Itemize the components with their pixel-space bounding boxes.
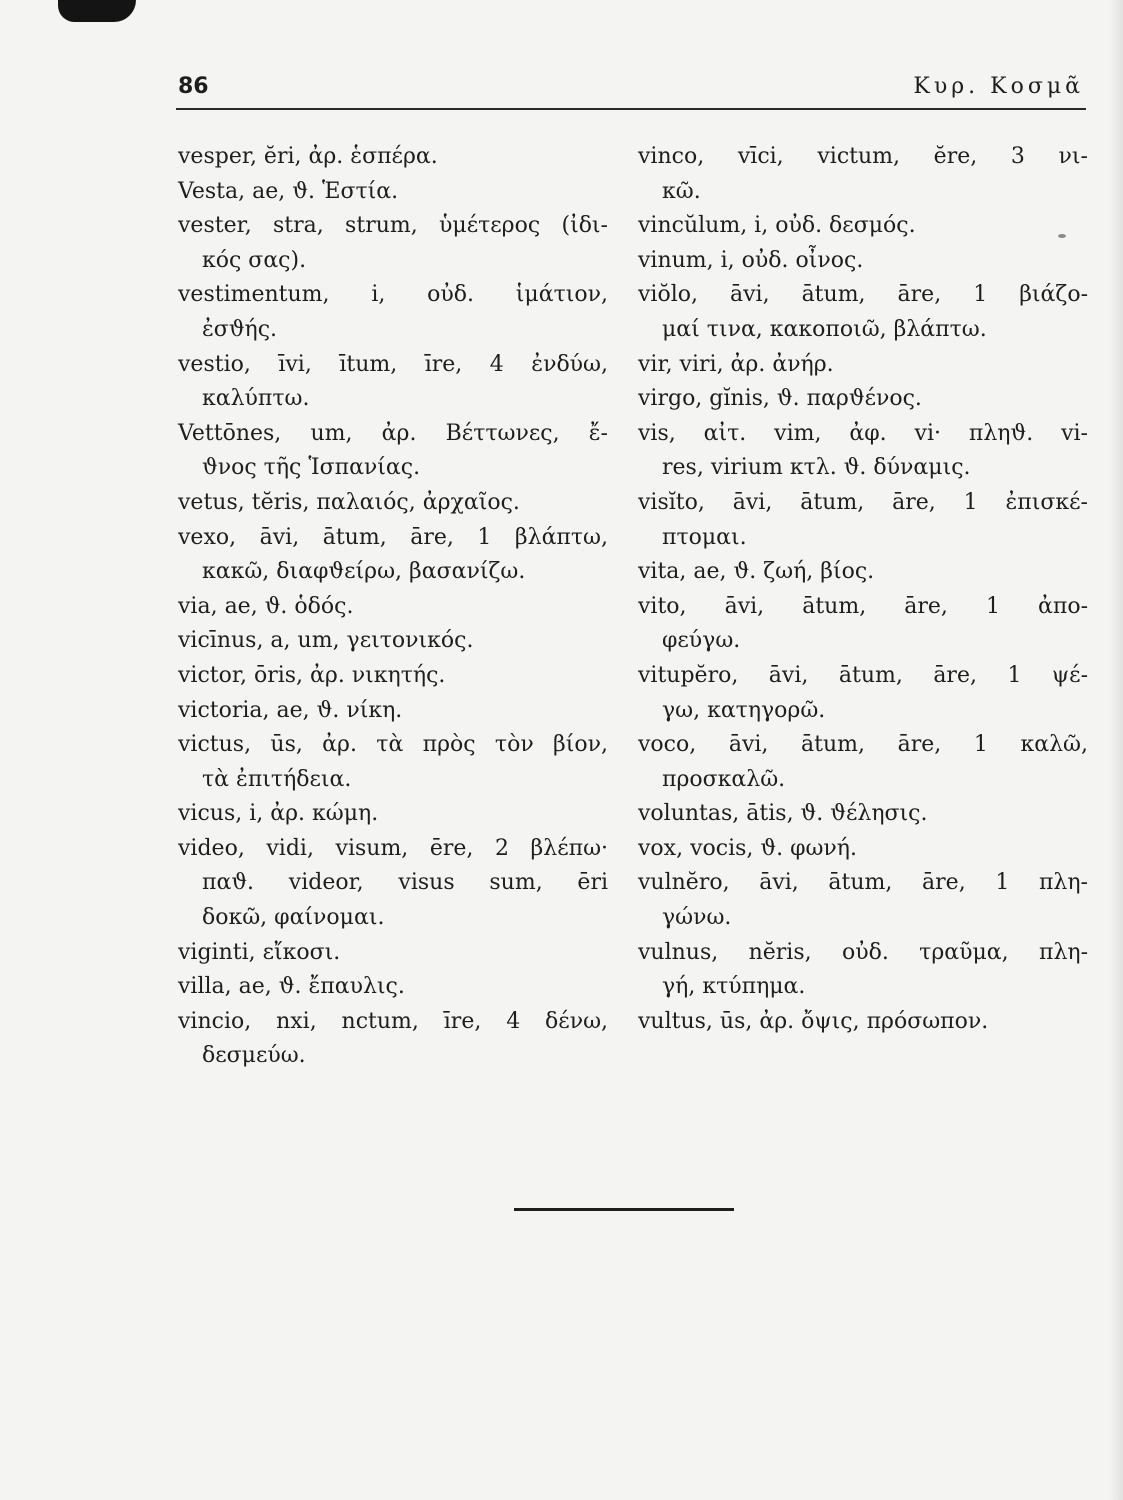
entry-continuation: γώνω. xyxy=(662,905,732,931)
entry-line: vexo, āvi, ātum, āre, 1 βλάπτω, xyxy=(178,524,608,550)
entry-line: victus, ūs, ἀρ. τὰ πρὸς τὸν βίον, xyxy=(178,732,608,758)
entry-line: vestio, īvi, ītum, īre, 4 ἐνδύω, xyxy=(178,351,608,377)
entry-line: vitupĕro, āvi, ātum, āre, 1 ψέ- xyxy=(638,662,1088,688)
entry-continuation: φεύγω. xyxy=(662,628,741,654)
entry-continuation: κῶ. xyxy=(662,178,701,204)
entry-line: vinum, i, οὐδ. οἶνος. xyxy=(638,247,864,273)
running-head: Κυρ. Κοσμᾶ xyxy=(913,74,1084,99)
entry-line: Vettōnes, um, ἀρ. Βέττωνες, ἔ- xyxy=(178,420,608,446)
entry-line: vestimentum, i, οὐδ. ἱμάτιον, xyxy=(178,282,608,308)
entry-line: via, ae, ϑ. ὁδός. xyxy=(178,593,354,619)
entry-line: victor, ōris, ἀρ. νικητής. xyxy=(178,662,446,688)
entry-line: virgo, gĭnis, ϑ. παρϑένος. xyxy=(638,386,922,412)
header-rule xyxy=(176,108,1086,110)
entry-continuation: ἐσϑής. xyxy=(202,316,278,342)
entry-line: vir, viri, ἀρ. ἀνήρ. xyxy=(638,351,834,377)
entry-line: vester, stra, strum, ὑμέτερος (ἰδι- xyxy=(178,213,608,239)
entry-line: video, vidi, visum, ēre, 2 βλέπω· xyxy=(178,835,608,861)
entry-line: victoria, ae, ϑ. νίκη. xyxy=(178,697,403,723)
page-number: 86 xyxy=(178,74,209,99)
entry-continuation: γή, κτύπημα. xyxy=(662,974,806,1000)
entry-line: vincio, nxi, nctum, īre, 4 δένω, xyxy=(178,1008,608,1034)
entry-line: vetus, tĕris, παλαιός, ἀρχαῖος. xyxy=(178,489,520,515)
entry-continuation: μαί τινα, κακοποιῶ, βλάπτω. xyxy=(662,316,987,342)
entry-line: vito, āvi, ātum, āre, 1 ἀπο- xyxy=(638,593,1088,619)
entry-continuation: δεσμεύω. xyxy=(202,1043,306,1069)
right-column xyxy=(638,140,1088,1039)
end-rule xyxy=(514,1208,734,1211)
left-column xyxy=(178,140,608,1074)
entry-line: vis, αἰτ. vim, ἀφ. vi· πληϑ. vi- xyxy=(638,420,1088,446)
entry-line: vicīnus, a, um, γειτονικός. xyxy=(178,628,474,654)
entry-line: vincŭlum, i, οὐδ. δεσμός. xyxy=(638,213,916,239)
entry-continuation: πτομαι. xyxy=(662,524,747,550)
entry-continuation: προσκαλῶ. xyxy=(662,766,786,792)
entry-line: vicus, i, ἀρ. κώμη. xyxy=(178,801,379,827)
entry-line: vita, ae, ϑ. ζωή, βίος. xyxy=(638,559,875,585)
entry-continuation: τὰ ἐπιτήδεια. xyxy=(202,766,352,792)
entry-continuation: καλύπτω. xyxy=(202,386,310,412)
entry-continuation: res, virium κτλ. ϑ. δύναμις. xyxy=(662,455,971,481)
entry-continuation: γω, κατηγορῶ. xyxy=(662,697,826,723)
entry-continuation: δοκῶ, φαίνομαι. xyxy=(202,905,385,931)
entry-line: voluntas, ātis, ϑ. ϑέλησις. xyxy=(638,801,928,827)
entry-line: vulnus, nĕris, οὐδ. τραῦμα, πλη- xyxy=(638,939,1088,965)
entry-continuation: κός σας). xyxy=(202,247,307,273)
entry-line: villa, ae, ϑ. ἔπαυλις. xyxy=(178,974,405,1000)
entry-line: viŏlo, āvi, ātum, āre, 1 βιάζο- xyxy=(638,282,1088,308)
entry-line: visĭto, āvi, ātum, āre, 1 ἐπισκέ- xyxy=(638,489,1088,515)
entry-line: vox, vocis, ϑ. φωνή. xyxy=(638,835,857,861)
ink-blot-mark xyxy=(58,0,136,22)
entry-line: viginti, εἴκοσι. xyxy=(178,939,341,965)
entry-line: vinco, vīci, victum, ĕre, 3 νι- xyxy=(638,144,1088,169)
entry-continuation: ϑνος τῆς Ἱσπανίας. xyxy=(202,455,421,481)
entry-continuation: παϑ. videor, visus sum, ēri xyxy=(202,870,608,896)
entry-line: voco, āvi, ātum, āre, 1 καλῶ, xyxy=(638,732,1088,758)
entry-line: vesper, ĕri, ἀρ. ἑσπέρα. xyxy=(178,144,438,169)
entry-line: vulnĕro, āvi, ātum, āre, 1 πλη- xyxy=(638,870,1088,896)
page-header xyxy=(178,74,1086,106)
entry-line: vultus, ūs, ἀρ. ὄψις, πρόσωπον. xyxy=(638,1008,989,1034)
entry-line: Vesta, ae, ϑ. Ἑστία. xyxy=(178,178,399,204)
entry-continuation: κακῶ, διαφϑείρω, βασανίζω. xyxy=(202,559,526,585)
page-edge-shadow xyxy=(1109,0,1123,1500)
